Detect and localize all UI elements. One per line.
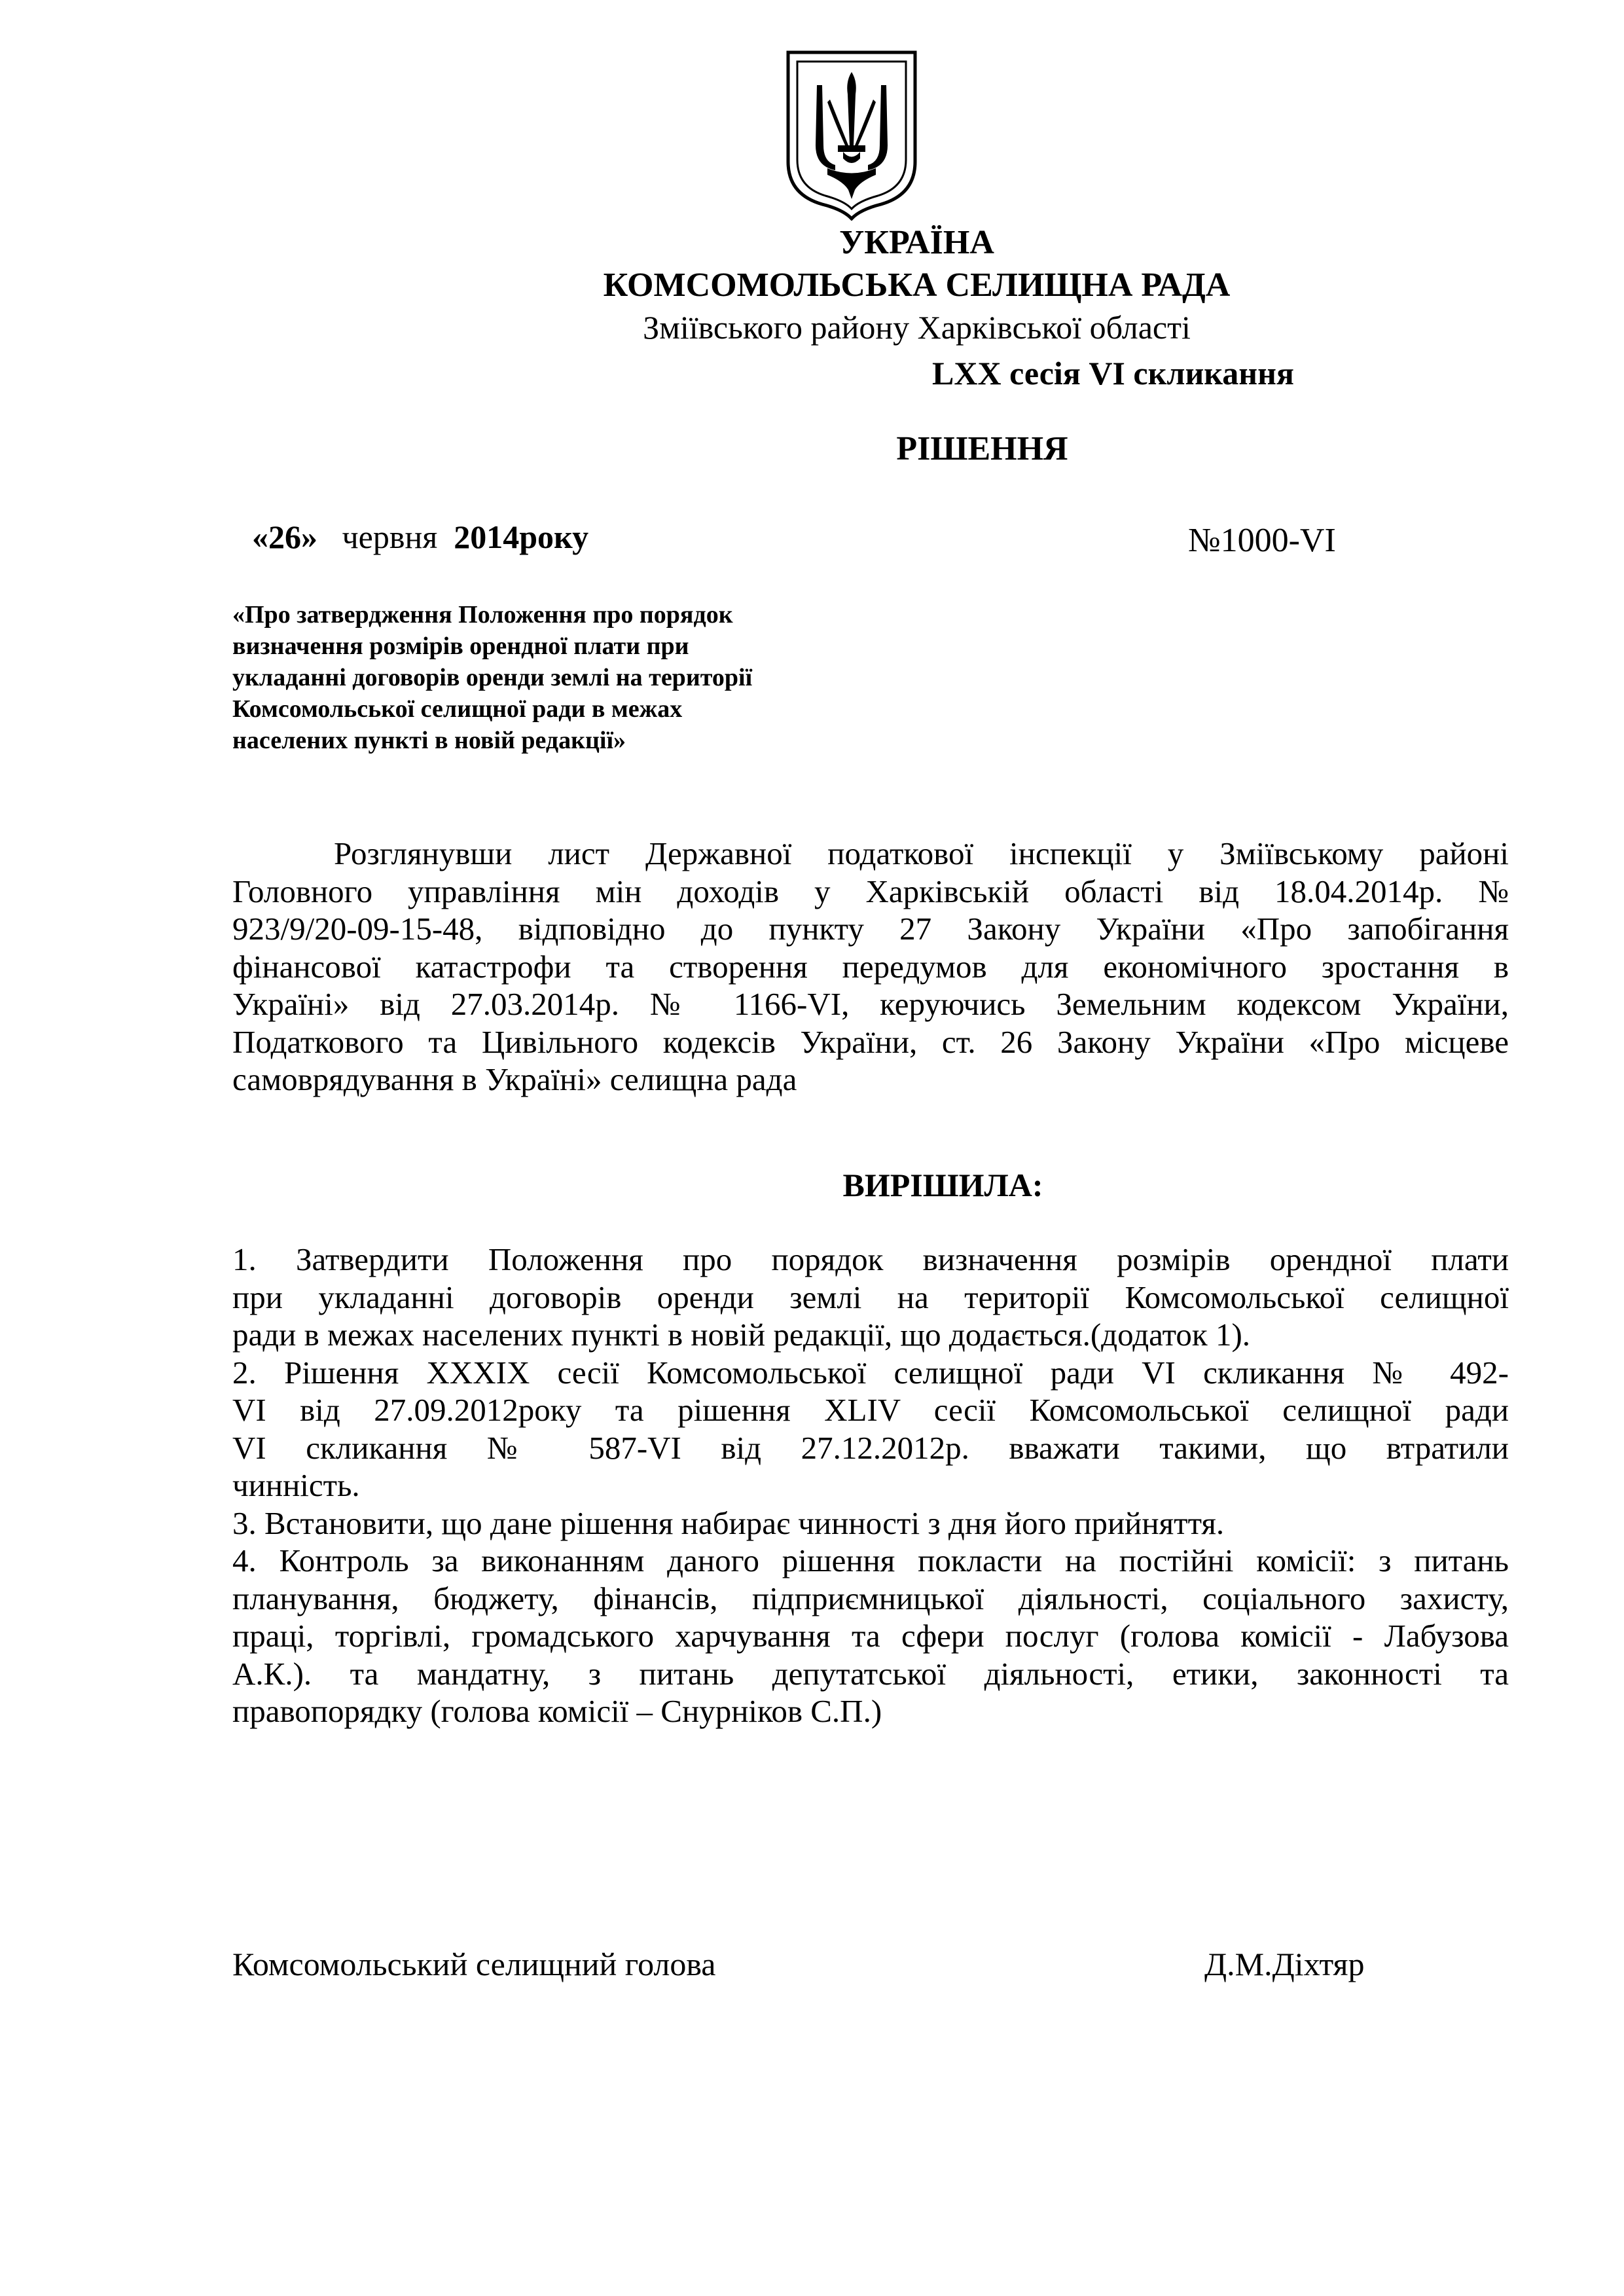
country-heading: УКРАЇНА [839, 224, 994, 261]
item-line: 3. Встановити, що дане рішення набирає чинності з дня його прийняття. [232, 1504, 1225, 1541]
preamble-line: Податкового та Цивільного кодексів України, ст. 26 Закону України «Про місцеве [232, 1023, 1509, 1060]
decision-items [232, 1241, 1509, 1730]
signature-position: Комсомольський селищний голова [232, 1946, 716, 1982]
preamble-line: Головного управління мін доходів у Харківській області від 18.04.2014р. № [232, 873, 1509, 909]
item-line: планування, бюджету, фінансів, підприємницької діяльності, соціального захисту, [232, 1580, 1509, 1616]
item-line: 2. Рішення XXXIX сесії Комсомольської селищної ради VI скликання № 492- [232, 1354, 1509, 1391]
item-line: праці, торгівлі, громадського харчування та сфери послуг (голова комісії - Лабузова [232, 1618, 1509, 1654]
preamble-line: Розглянувши лист Державної податкової інспекції у Зміївському районі [334, 835, 1509, 871]
session-heading: LXX сесія VI скликання [932, 355, 1294, 392]
date-month: червня [342, 519, 438, 555]
preamble-line: самоврядування в Україні» селищна рада [232, 1061, 797, 1097]
document-type-title: РІШЕННЯ [896, 430, 1068, 467]
item-line: А.К.). та мандатну, з питань депутатської діяльності, етики, законності та [232, 1655, 1509, 1692]
preamble-line: фінансової катастрофи та створення передумов для економічного зростання в [232, 948, 1509, 985]
subject-line: визначення розмірів орендної плати при [232, 632, 689, 660]
date-year: 2014року [454, 519, 589, 555]
item-line: при укладанні договорів оренди землі на території Комсомольської селищної [232, 1279, 1509, 1315]
item-line: правопорядку (голова комісії – Снурніков С.П.) [232, 1693, 882, 1729]
item-line: VI від 27.09.2012року та рішення XLIV сесії Комсомольської селищної ради [232, 1392, 1509, 1428]
subject-line: Комсомольської селищної ради в межах [232, 695, 683, 723]
item-line: 1. Затвердити Положення про порядок визначення розмірів орендної плати [232, 1241, 1509, 1277]
document-date [252, 517, 588, 556]
coat-of-arms-icon [783, 47, 920, 221]
item-line: чинність. [232, 1467, 360, 1503]
subject-line: населених пункті в новій редакції» [232, 727, 626, 754]
item-line: VI скликання № 587-VI від 27.12.2012р. вважати такими, що втратили [232, 1429, 1509, 1466]
preamble-line: 923/9/20-09-15-48, відповідно до пункту 27 Закону України «Про запобігання [232, 911, 1509, 947]
document-number: №1000-VI [1188, 522, 1336, 559]
preamble-paragraph [232, 835, 1509, 1099]
decision-subject [232, 599, 887, 756]
date-day: «26» [252, 519, 317, 555]
council-heading: КОМСОМОЛЬСЬКА СЕЛИЩНА РАДА [603, 266, 1231, 304]
subject-line: «Про затвердження Положення про порядок [232, 601, 733, 629]
decided-heading: ВИРІШИЛА: [842, 1167, 1043, 1203]
item-line: 4. Контроль за виконанням даного рішення покласти на постійні комісії: з питань [232, 1542, 1509, 1578]
item-line: ради в межах населених пункті в новій редакції, що додається.(додаток 1). [232, 1317, 1251, 1353]
district-subheading: Зміївського району Харківської області [643, 309, 1191, 346]
signature-name: Д.М.Діхтяр [1204, 1946, 1365, 1982]
subject-line: укладанні договорів оренди землі на території [232, 664, 753, 691]
preamble-line: Україні» від 27.03.2014р. № 1166-VI, керуючись Земельним кодексом України, [232, 986, 1509, 1022]
